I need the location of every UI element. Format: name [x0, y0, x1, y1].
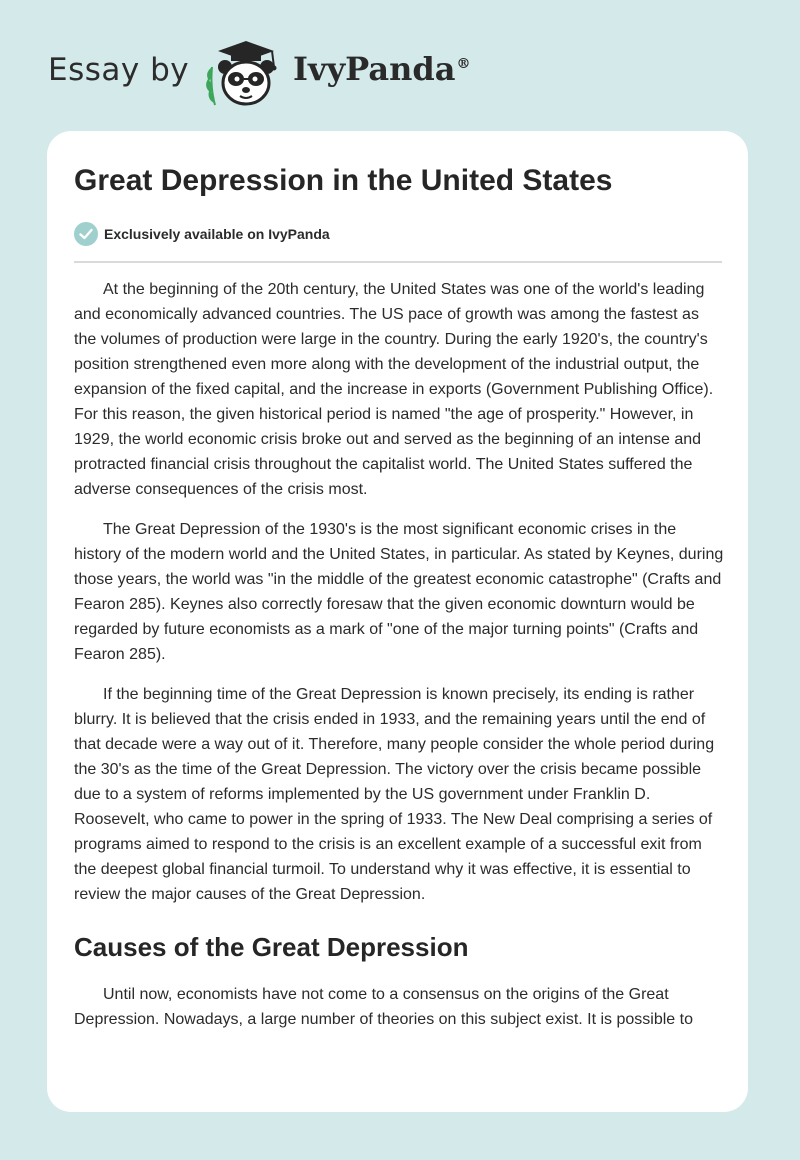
- essay-body: [74, 277, 724, 1047]
- checkmark-icon: [74, 222, 98, 246]
- paragraph: The Great Depression of the 1930's is the most significant economic crises in the history of the modern world and the United States, in particular. As stated by Keynes, during those years, the world was "in the middle of the greatest economic catastrophe" (Crafts and Fearon 285). Keynes also correctly foresaw that the given economic downturn would be regarded by future economists as a mark of "one of the major turning points" (Crafts and Fearon 285).: [74, 521, 724, 663]
- panda-graduate-icon: [200, 37, 292, 109]
- page-title: Great Depression in the United States: [74, 164, 613, 197]
- badge-label: Exclusively available on IvyPanda: [104, 226, 330, 242]
- paragraph: At the beginning of the 20th century, the United States was one of the world's leading and economically advanced countries. The US pace of growth was among the fastest as the volumes of production were large in the country. During the early 1920's, the country's position strengthened even more along with the development of the industrial output, the expansion of the fixed capital, and the increase in exports (Government Publishing Office). For this reason, the given historical period is named "the age of prosperity." However, in 1929, the world economic crisis broke out and served as the beginning of an intense and protracted financial crisis throughout the capitalist world. The United States suffered the adverse consequences of the crisis most.: [74, 281, 714, 498]
- paragraph: If the beginning time of the Great Depression is known precisely, its ending is rather blurry. It is believed that the crisis ended in 1933, and the remaining years until the end of that decade were a way out of it. Therefore, many people consider the whole period during the 30's as the time of the Great Depression. The victory over the crisis became possible due to a system of reforms implemented by the US government under Franklin D. Roosevelt, who came to power in the spring of 1933. The New Deal comprising a series of programs aimed to respond to the crisis is an excellent example of a successful exit from the deepest global financial turmoil. To understand why it was effective, it is essential to review the major causes of the Great Depression.: [74, 686, 715, 903]
- divider: [74, 261, 722, 263]
- essay-card: [47, 131, 748, 1112]
- site-header: [0, 0, 800, 130]
- brand-name: IvyPanda®: [293, 50, 471, 88]
- paragraph: Until now, economists have not come to a consensus on the origins of the Great Depression. Nowadays, a large number of theories on this subject exist. It is possible to: [74, 986, 693, 1028]
- exclusive-badge: [74, 222, 330, 246]
- brand-prefix: Essay by: [48, 52, 190, 88]
- section-heading: Causes of the Great Depression: [74, 932, 469, 962]
